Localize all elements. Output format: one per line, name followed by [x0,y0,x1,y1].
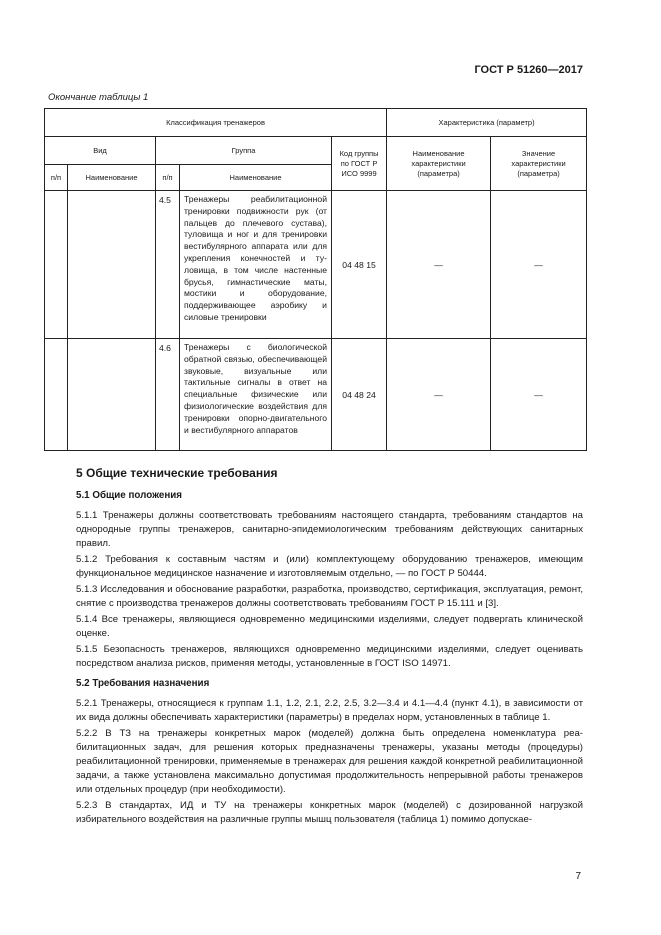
header-code: Код группы по ГОСТ Р ИСО 9999 [332,137,387,191]
row-name: Тренажеры реабилитационной тренировки подвижности рук (от пальцев до плечевого сустава), туловища и ног и для тренировки вестибулярного аппарата или для укрепления конечностей и туловища, в том числе настенные брусья, гимнастические маты, мостики и оборудование, поддерживающее аэробику и силовые тренировки [180,191,332,339]
cell-empty [45,339,68,451]
table-row [45,191,587,339]
paragraph-5-1-2: 5.1.2 Требования к составным частям и (или) комплектующему оборудованию тренажеров, имеющим функциональное медицинское назначение и изготовляемым отдельно, — по ГОСТ Р 50444. [76,554,583,579]
paragraph-5-2-1: 5.2.1 Тренажеры, относящиеся к группам 1.1, 1.2, 2.1, 2.2, 2.5, 3.2—3.4 и 4.1—4.4 (пункт 4.1), в зависимости от их вида должны обеспечивать характеристики (параметры) в пределах норм, установленных в таблице 1. [76,698,583,723]
header-char-name: Наименование характеристики (параметра) [387,137,491,191]
paragraph-5-1-4: 5.1.4 Все тренажеры, являющиеся одновременно медицинскими изделиями, следует подвергать клинической оценке. [76,614,583,639]
section-5 [76,466,583,829]
paragraph-5-1-3: 5.1.3 Исследования и обоснование разработки, разработка, производство, сертификация, эксплуатация, ремонт, снятие с производства тренажеров должны соответствовать требованиям ГОСТ Р 15.111 и [3]. [76,584,583,609]
header-name-1: Наименование [68,165,156,191]
cell-empty [45,191,68,339]
paragraph-5-2-2: 5.2.2 В ТЗ на тренажеры конкретных марок (моделей) должна быть определена номенклатура реабилитационных задач, для решения которых предназначены тренажеры, указаны методы (процедуры) реабилитационной тренировки, применяемые в тренажерах для решения каждой конкретной реабилитационной задачи, а также установлена максимально допустимая продолжительность непрерывной работы тренажеров или отдельных процедур (при необходимости). [76,728,583,795]
header-classification: Классификация тренажеров [45,109,387,137]
table-header-row-1 [45,109,587,137]
row-number: 4.5 [156,191,180,339]
header-pp-1: п/п [45,165,68,191]
header-pp-2: п/п [156,165,180,191]
header-characteristic: Характеристика (параметр) [387,109,587,137]
paragraph-5-1-1: 5.1.1 Тренажеры должны соответствовать требованиям настоящего стандарта, требованиям стандартов на однородные группы тренажеров, санитарно-эпидемиологическим требованиям действующих санитарных правил. [76,510,583,549]
cell-empty [68,191,156,339]
section-title: 5 Общие технические требования [76,466,278,480]
table-row [45,339,587,451]
classification-table [44,108,587,451]
row-char-value: — [491,339,587,451]
row-code: 04 48 15 [332,191,387,339]
row-char-name: — [387,191,491,339]
subsection-title: 5.2 Требования назначения [76,678,210,689]
page-number: 7 [575,871,581,882]
header-char-value: Значение характеристики (параметра) [491,137,587,191]
paragraph-5-2-3: 5.2.3 В стандартах, ИД и ТУ на тренажеры конкретных марок (моделей) с дозированной нагрузкой избирательного воздействия на различные группы мышц пользователя (таблица 1) помимо допускае- [76,800,583,825]
row-name: Тренажеры с биологической обратной связью, обеспечивающей звуковые, визуальные или тактильные сигналы в ответ на специальные физические или физиологические воздействия для тренировки опорно-двигательного и вестибулярного аппаратов [180,339,332,451]
table-caption: Окончание таблицы 1 [48,92,149,103]
table-header-row-2 [45,137,587,165]
header-name-2: Наименование [180,165,332,191]
row-char-name: — [387,339,491,451]
cell-empty [68,339,156,451]
row-char-value: — [491,191,587,339]
subsection-title: 5.1 Общие положения [76,490,183,501]
document-header: ГОСТ Р 51260—2017 [474,64,583,76]
header-gruppa: Группа [156,137,332,165]
paragraph-5-1-5: 5.1.5 Безопасность тренажеров, являющихся одновременно медицинскими изделиями, следует оценивать посредством анализа рисков, применяя методы, установленные в ГОСТ ISO 14971. [76,644,583,669]
header-vid: Вид [45,137,156,165]
row-code: 04 48 24 [332,339,387,451]
row-number: 4.6 [156,339,180,451]
